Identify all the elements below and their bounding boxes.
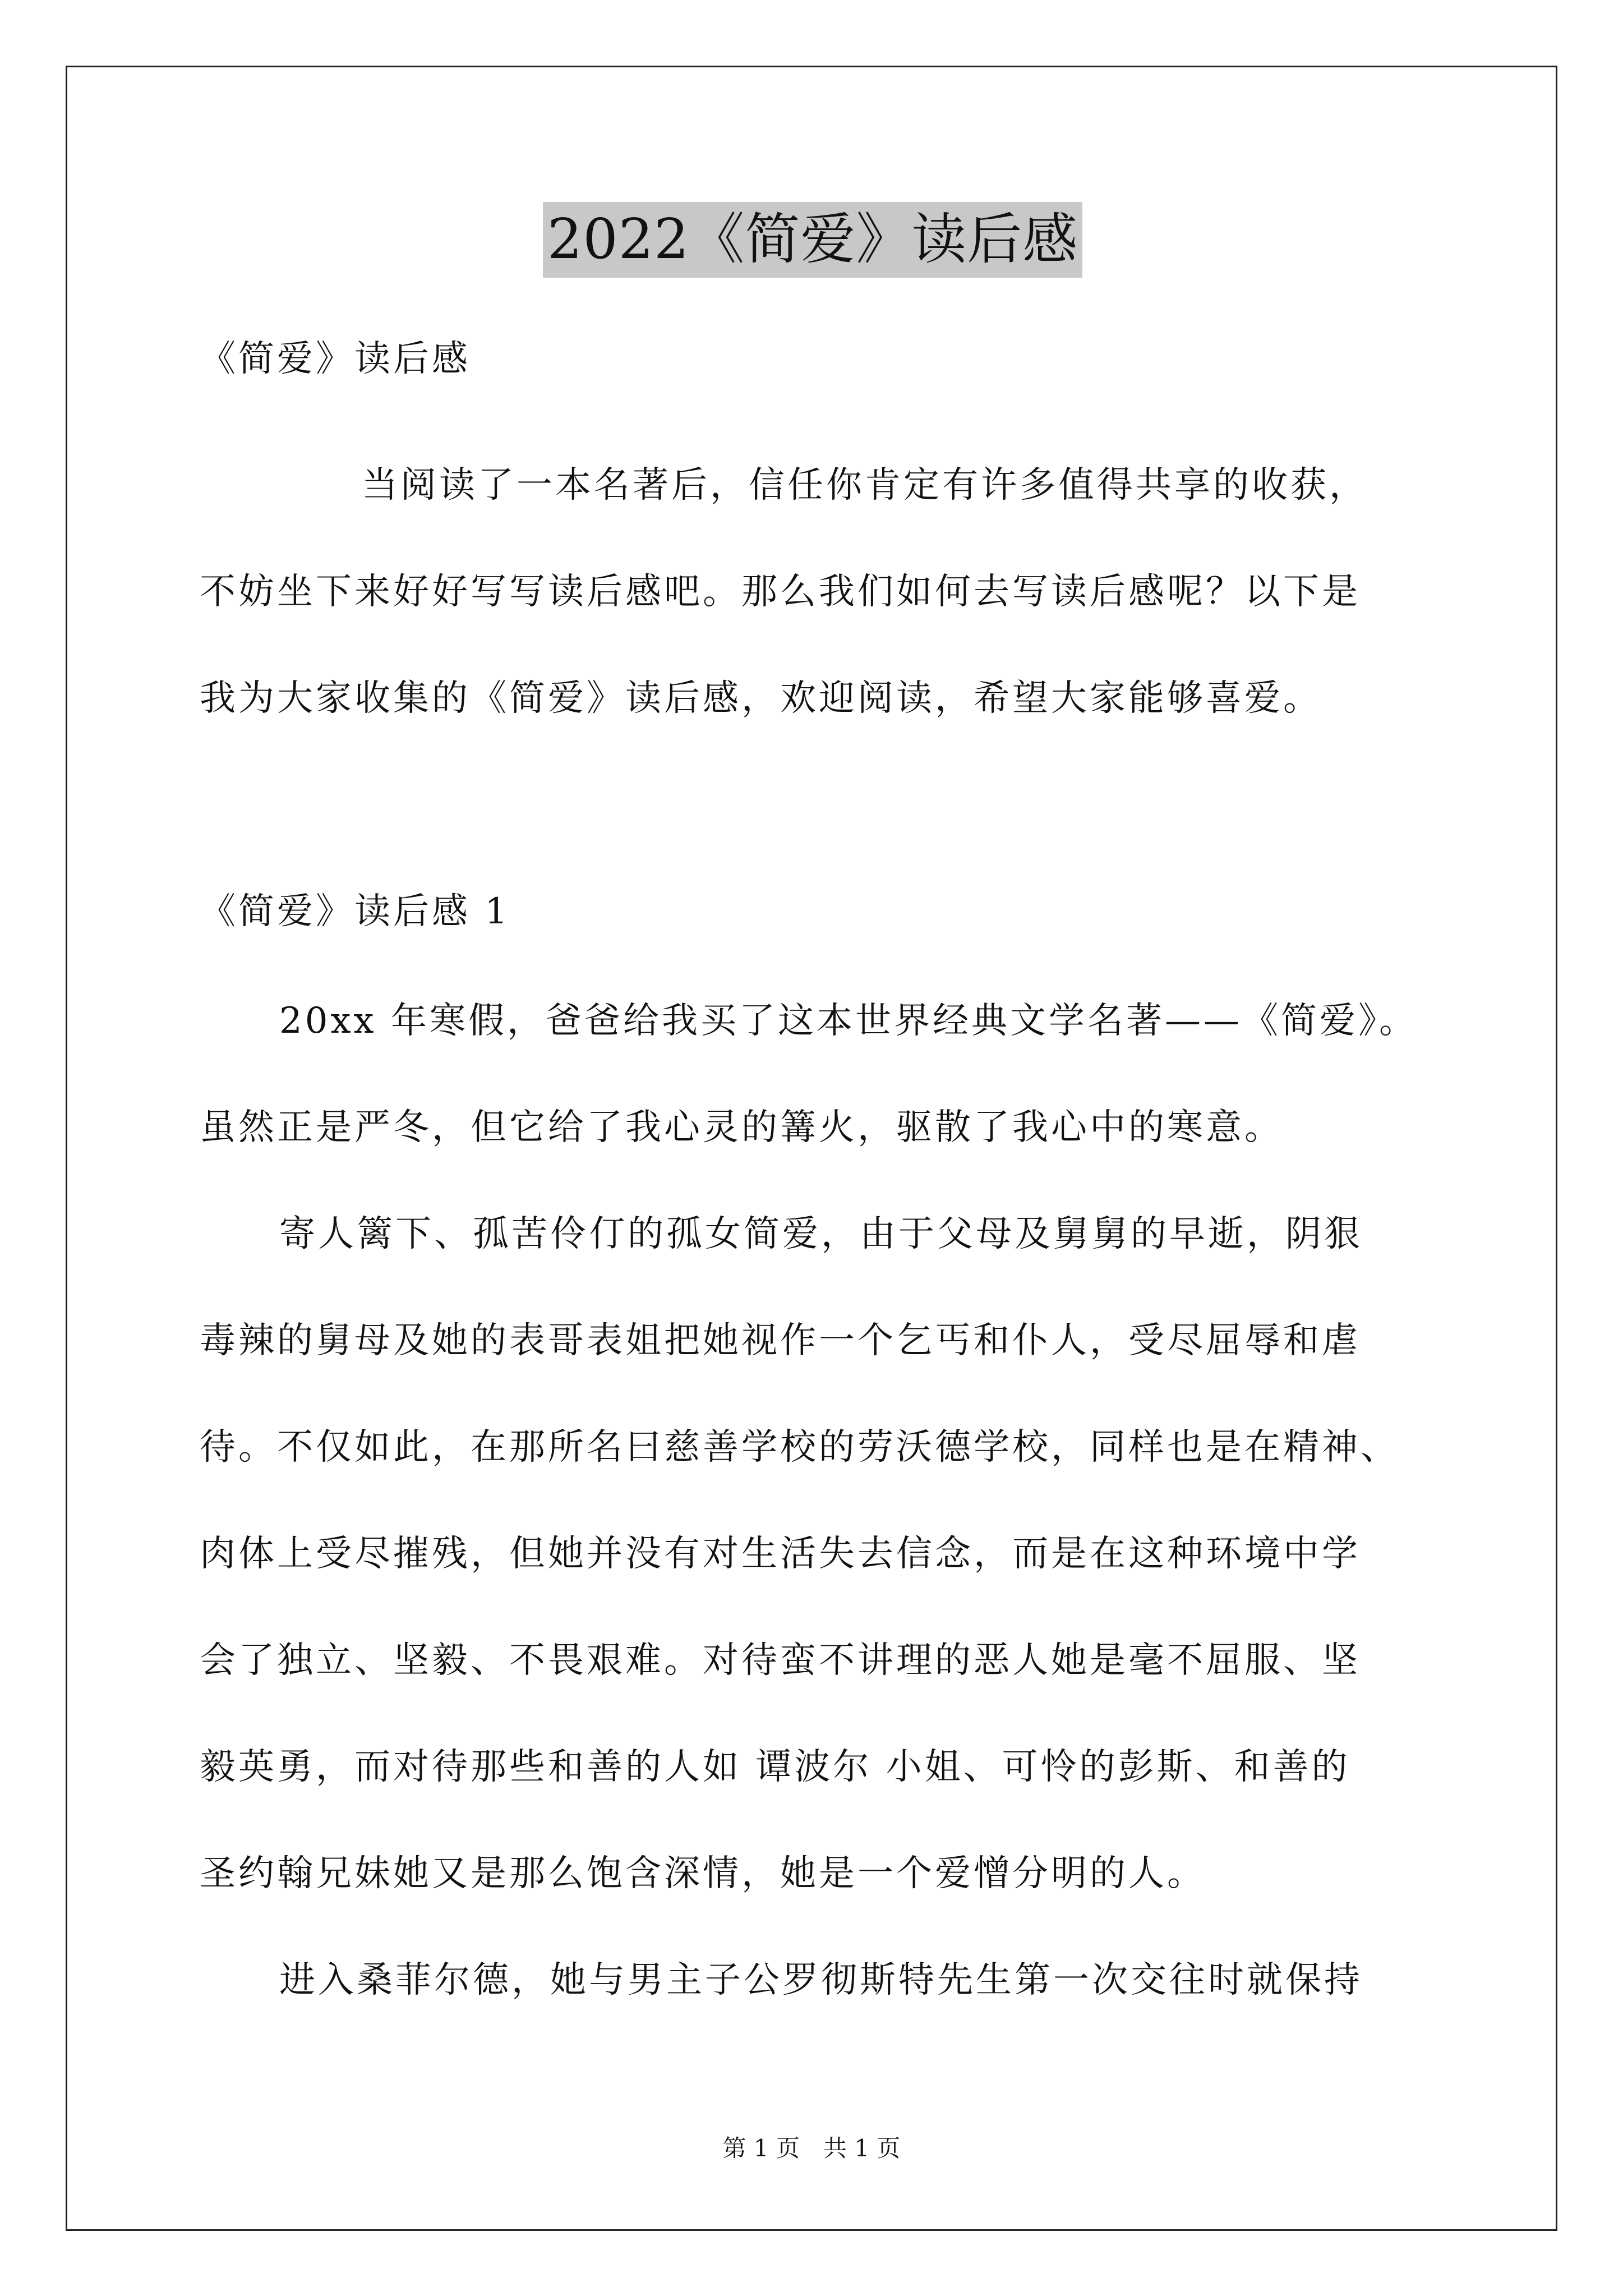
paragraph-line: 虽然正是严冬，但它给了我心灵的篝火，驱散了我心中的寒意。 [200, 1107, 1283, 1148]
section-heading: 《简爱》读后感 [200, 338, 471, 380]
paragraph-line: 寄人篱下、孤苦伶仃的孤女简爱，由于父母及舅舅的早逝，阴狠 [279, 1213, 1363, 1255]
page-number-footer: 第 1 页 共 1 页 [722, 2134, 901, 2162]
intro-line: 不妨坐下来好好写写读后感吧。那么我们如何去写读后感呢？以下是 [200, 571, 1361, 613]
paragraph-line: 毅英勇，而对待那些和善的人如 谭波尔 小姐、可怜的彭斯、和善的 [200, 1746, 1350, 1788]
paragraph-line: 会了独立、坚毅、不畏艰难。对待蛮不讲理的恶人她是毫不屈服、坚 [200, 1640, 1361, 1681]
paragraph-line: 20xx 年寒假，爸爸给我买了这本世界经典文学名著——《简爱》。 [279, 1000, 1418, 1042]
paragraph-line: 肉体上受尽摧残，但她并没有对生活失去信念，而是在这种环境中学 [200, 1533, 1361, 1575]
paragraph-line: 待。不仅如此，在那所名曰慈善学校的劳沃德学校，同样也是在精神、 [200, 1427, 1399, 1468]
essay-heading: 《简爱》读后感 1 [200, 891, 511, 932]
intro-line: 我为大家收集的《简爱》读后感，欢迎阅读，希望大家能够喜爱。 [200, 678, 1322, 719]
document-title: 2022《简爱》读后感 [543, 202, 1082, 278]
intro-line: 当阅读了一本名著后，信任你肯定有许多值得共享的收获， [362, 464, 1368, 506]
paragraph-line: 毒辣的舅母及她的表哥表姐把她视作一个乞丐和仆人，受尽屈辱和虐 [200, 1320, 1361, 1361]
paragraph-line: 进入桑菲尔德，她与男主子公罗彻斯特先生第一次交往时就保持 [279, 1959, 1363, 2001]
paragraph-line: 圣约翰兄妹她又是那么饱含深情，她是一个爱憎分明的人。 [200, 1853, 1206, 1894]
